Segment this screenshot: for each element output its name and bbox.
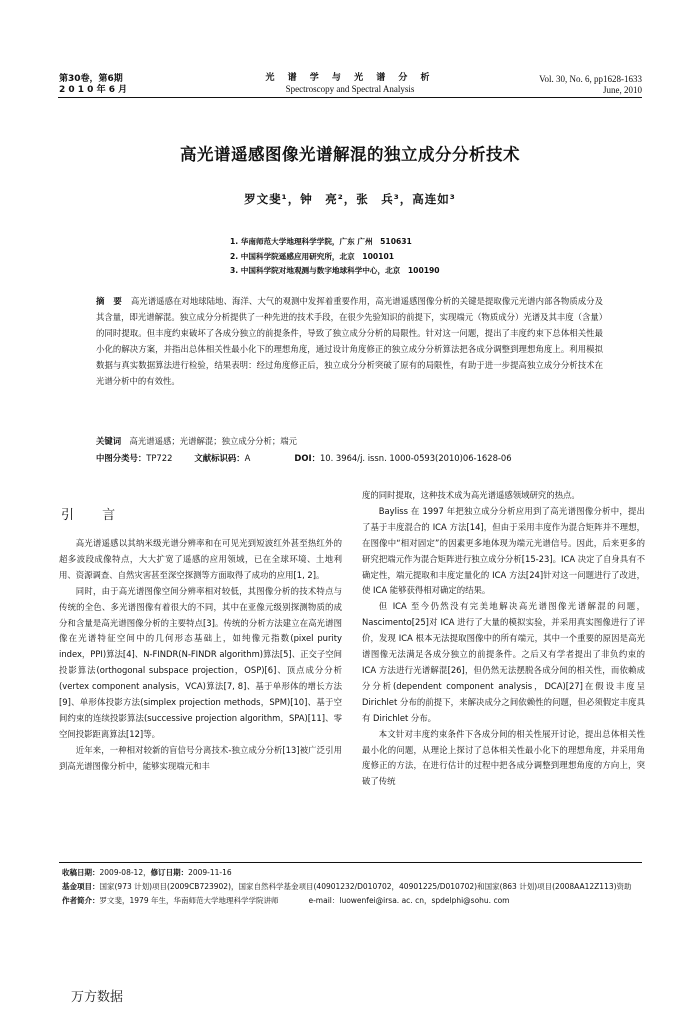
paragraph: 本文针对丰度约束条件下各成分间的相关性展开讨论，提出总体相关性最小化的问题，从理论上探讨了总体相关性最小化下的理想角度，并采用角度修正的方法，在进行估计的过程中把各成分调整到理想角度的方向上，突破了传统	[362, 728, 645, 787]
paragraph: 同时，由于高光谱图像空间分辨率相对较低，其图像分析的技术特点与传统的全色、多光谱图像有着很大的不同，其中在亚像元级别探测物质的成分和含量是高光谱图像分析的主要特点[3]。传统的分析方法建立在高光谱图像在光谱特征空间中的几何形态基础上，如纯像元指数(pixel purity index，PPI)算法[4]、N-FINDR(N-FINDR algorithm)算法[5]、正交子空间投影算法(orthogonal subspace projection，OSP)[6]、顶点成分分析(vertex component analysis，VCA)算法[7, 8]、基于单形体的增长方法[9]、单形体投影方法(simplex projection methods，SPM)[10]、基于空间约束的连续投影算法(successive projection algorithm，SPA)[11]、零空间投影距离算法[12]等。	[59, 585, 342, 739]
author-list: 罗文斐¹，钟 亮²，张 兵³，高连如³	[244, 192, 456, 206]
clc-value: TP722	[146, 453, 173, 463]
footnotes	[62, 866, 642, 909]
left-column	[59, 536, 342, 775]
received-date	[62, 866, 642, 880]
fund-info	[62, 880, 642, 894]
received-label: 收稿日期：	[62, 868, 100, 877]
right-column	[362, 488, 645, 790]
clc-label: 中图分类号：	[96, 453, 147, 463]
revised-value: 2009-11-16	[188, 868, 232, 877]
date-cn: 2 0 1 0 年 6 月	[59, 85, 128, 95]
keywords-text: 高光谱遥感；光谱解混；独立成分分析；端元	[129, 436, 297, 446]
doi-label: DOI：	[294, 453, 320, 463]
affiliation-1: 1. 华南师范大学地理科学学院，广东 广州 510631	[230, 237, 412, 246]
received-value: 2009-08-12，	[99, 868, 151, 877]
bio-label: 作者简介：	[62, 896, 100, 906]
bio-value: 罗文斐，1979 年生，华南师范大学地理科学学院讲师	[99, 896, 279, 906]
journal-name-en: Spectroscopy and Spectral Analysis	[285, 84, 415, 94]
journal-name	[230, 73, 470, 95]
doc-code-label: 文献标识码：	[194, 453, 245, 463]
affiliation-2: 2. 中国科学院遥感应用研究所，北京 100101	[230, 251, 395, 261]
paper-title: 高光谱遥感图像光谱解混的独立成分分析技术	[180, 145, 520, 164]
watermark: 万方数据	[71, 990, 124, 1005]
date-en: June, 2010	[603, 85, 642, 95]
section-title-introduction: 引 言	[61, 508, 128, 523]
fund-value: 国家(973 计划)项目(2009CB723902)，国家自然科学基金项目(40901232/D010702，40901225/D010702)和国家(863 计划)项目(2008AA12Z113)资助	[99, 882, 632, 892]
volume-issue-cn: 第30卷，第6期	[59, 74, 123, 84]
journal-name-cn: 光 谱 学 与 光 谱 分 析	[265, 73, 435, 83]
journal-volume-cn	[59, 74, 127, 96]
paragraph: 近年来，一种相对较新的盲信号分离技术-独立成分分析[13]被广泛引用到高光谱图像分析中，能够实现端元和丰	[59, 744, 342, 771]
doc-code-value: A	[244, 453, 251, 463]
doi-value: 10. 3964/j. issn. 1000-0593(2010)06-1628-06	[319, 453, 512, 463]
paragraph: Bayliss 在 1997 年把独立成分分析应用到了高光谱图像分析中，提出了基于丰度混合的 ICA 方法[14]，但由于采用丰度作为混合矩阵并不理想，在图像中“相对固定”的因素更多地体现为端元光谱信号。因此，后来更多的研究把端元作为混合矩阵进行独立成分分析[15-23]。ICA 决定了自身具有不确定性，端元提取和丰度定量化的 ICA 方法[24]针对这一问题进行了改进，使 ICA 能够获得相对确定的结果。	[362, 505, 645, 596]
affiliations	[230, 235, 440, 279]
fund-label: 基金项目：	[62, 882, 100, 892]
abstract	[96, 294, 603, 389]
volume-issue-en: Vol. 30, No. 6, pp1628-1633	[539, 74, 642, 84]
header-rule	[58, 97, 642, 98]
author-email: e-mail：luowenfei@irsa. ac. cn，spdelphi@sohu. com	[308, 896, 510, 906]
paragraph: 度的同时提取，这种技术成为高光谱遥感领域研究的热点。	[362, 490, 580, 500]
revised-label: 修订日期：	[150, 868, 189, 877]
paragraph: 高光谱遥感以其纳米级光谱分辨率和在可见光到短波红外甚至热红外的超多波段成像特点，大大扩宽了遥感的应用领域，已在全球环境、土地利用、资源调查、自然灾害甚至深空探测等方面取得了成功的应用[1, 2]。	[59, 538, 342, 580]
affiliation-3: 3. 中国科学院对地观测与数字地球科学中心，北京 100190	[230, 266, 440, 275]
keywords-label: 关键词	[96, 436, 122, 446]
author-bio	[62, 894, 642, 908]
paragraph: 但 ICA 至今仍然没有完美地解决高光谱图像光谱解混的问题，Nascimento[25]对 ICA 进行了大量的模拟实验，并采用真实图像进行了评价，发现 ICA 根本无法提取图像中的所有端元，其中一个重要的原因是高光谱图像无法满足各成分独立的前提条件。之后又有学者提出了非负约束的 ICA 方法进行光谱解混[26]，但仍然无法摆脱各成分间的相关性，而依赖成分分析(dependent component analysis，DCA)[27]在假设丰度呈 Dirichlet 分布的前提下，来解决成分之间依赖性的问题，但必须假定丰度具有 Dirichlet 分布。	[362, 601, 645, 723]
journal-volume-en	[539, 74, 642, 96]
footnote-rule	[59, 862, 642, 863]
classification-line	[96, 450, 616, 466]
abstract-text: 高光谱遥感在对地球陆地、海洋、大气的观测中发挥着重要作用，高光谱遥感图像分析的关键是提取像元光谱内部各物质成分及其含量，即光谱解混。独立成分分析提供了一种先进的技术手段，在很少先验知识的前提下，实现端元（物质成分）光谱及其丰度（含量）的同时提取。但丰度约束破坏了各成分独立的前提条件，导致了独立成分分析的局限性。针对这一问题，提出了丰度约束下总体相关性最小化的解决方案，并指出总体相关性最小化下的理想角度，通过设计角度修正的独立成分分析算法把各成分调整到理想角度上。利用模拟数据与真实数据算法进行检验，结果表明：经过角度修正后，独立成分分析突破了原有的局限性，有助于进一步提高独立成分分析技术在光谱分析中的有效性。	[96, 296, 603, 386]
keywords	[96, 433, 603, 449]
abstract-label: 摘 要	[96, 296, 125, 306]
